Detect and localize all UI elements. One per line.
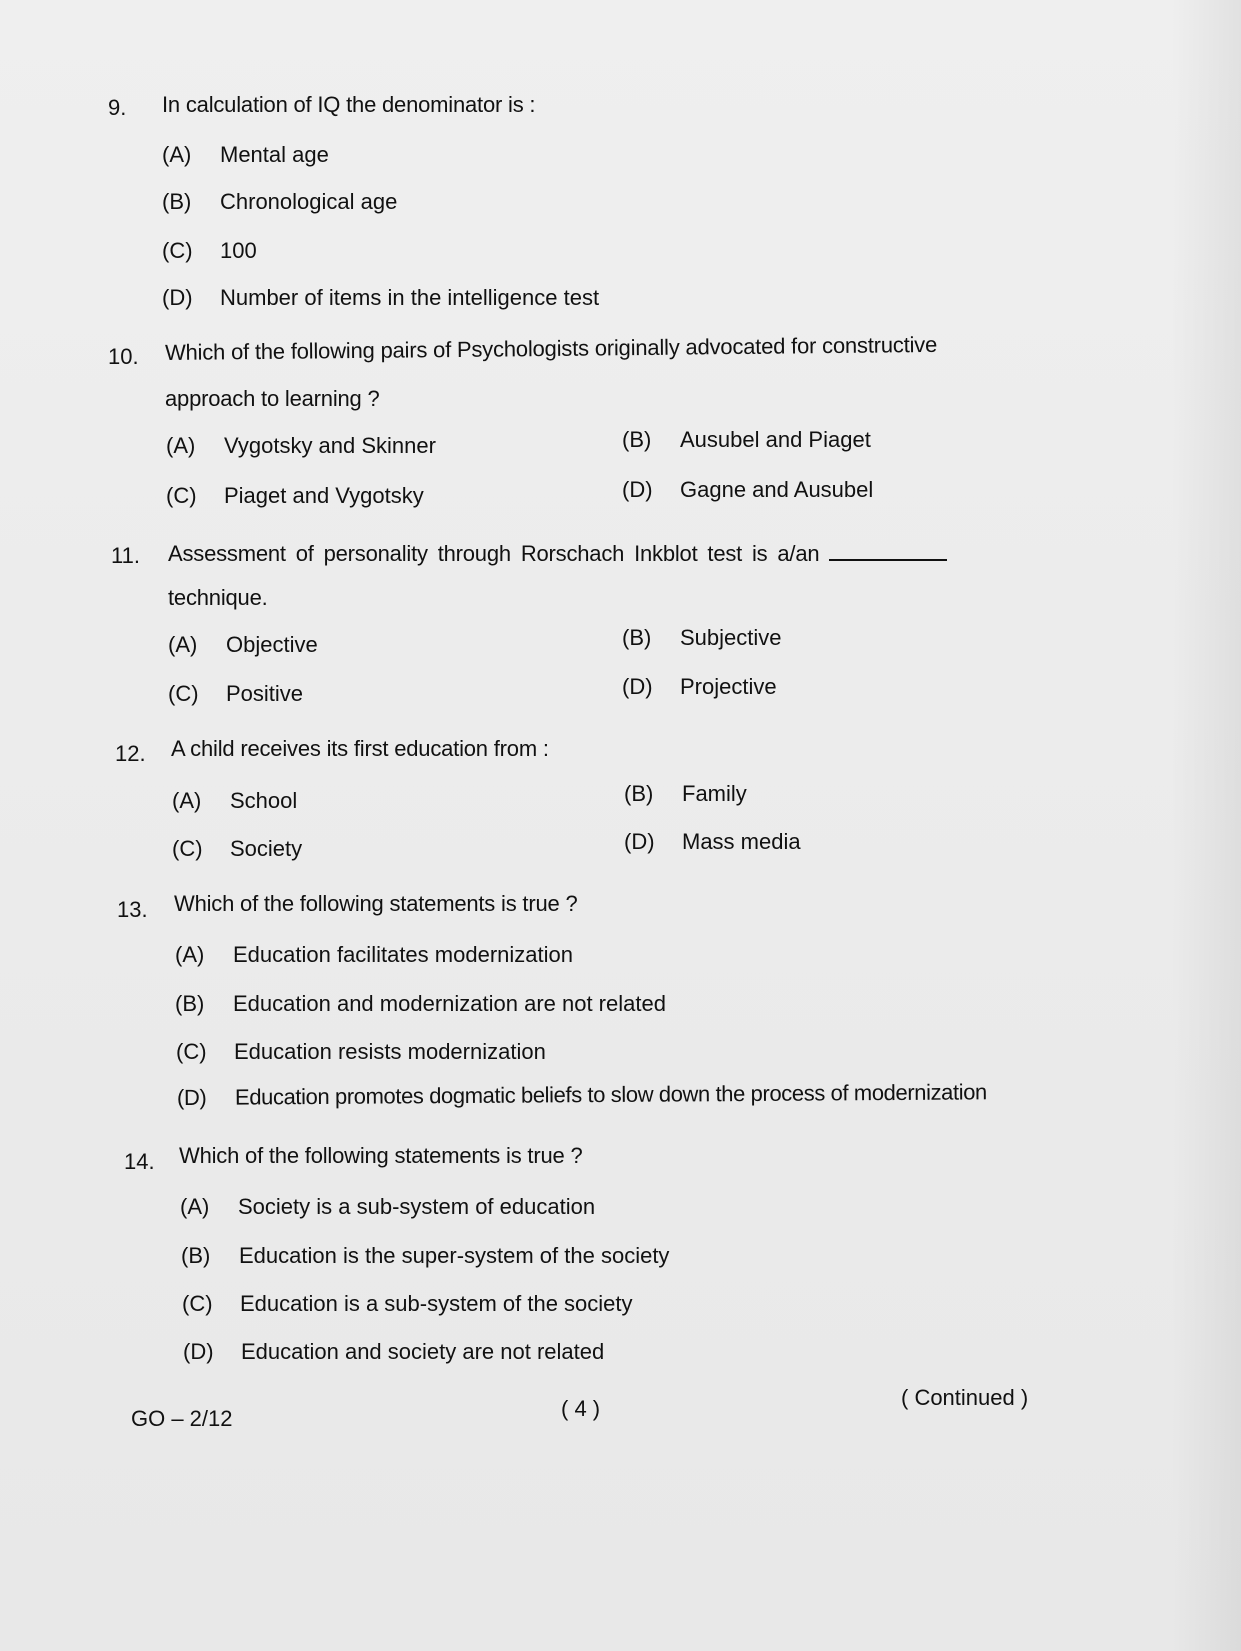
question-text: A child receives its first education from :: [171, 736, 549, 761]
option-b: (B) Chronological age: [162, 189, 398, 214]
option-c: (C) 100: [162, 238, 257, 263]
option-b: (B) Family: [624, 781, 747, 806]
fill-in-blank: [829, 537, 947, 561]
option-d: (D) Projective: [622, 674, 777, 699]
option-c: (C) Education resists modernization: [176, 1039, 546, 1064]
option-c: (C) Society: [172, 836, 303, 861]
option-c: (C) Piaget and Vygotsky: [166, 483, 424, 508]
option-a: (A) Mental age: [162, 142, 329, 167]
question-number: 13.: [117, 897, 148, 922]
option-d: (D) Education promotes dogmatic beliefs to slow down the process of modernization: [176, 1079, 987, 1110]
option-d: (D) Education and society are not related: [183, 1339, 605, 1364]
option-b: (B) Subjective: [622, 625, 782, 650]
option-b: (B) Ausubel and Piaget: [622, 427, 871, 452]
continued-label: ( Continued ): [901, 1385, 1029, 1410]
option-b: (B) Education and modernization are not related: [175, 991, 666, 1016]
option-d: (D) Gagne and Ausubel: [622, 477, 874, 502]
page-number: ( 4 ): [561, 1396, 601, 1421]
question-text-line-2: approach to learning ?: [165, 386, 380, 411]
question-text-line-2: technique.: [168, 585, 268, 610]
question-text: Which of the following statements is true ?: [179, 1143, 583, 1168]
option-c: (C) Education is a sub-system of the society: [182, 1291, 633, 1316]
question-number: 14.: [124, 1149, 155, 1174]
question-text: Which of the following statements is true ?: [174, 891, 578, 916]
question-text-line-1: Which of the following pairs of Psychologists originally advocated for constructive: [164, 331, 938, 365]
option-a: (A) Society is a sub-system of education: [180, 1194, 596, 1219]
option-a: (A) School: [172, 788, 298, 813]
option-a: (A) Vygotsky and Skinner: [166, 433, 436, 458]
option-a: (A) Objective: [168, 632, 318, 657]
question-text: In calculation of IQ the denominator is :: [162, 92, 536, 117]
option-d: (D) Mass media: [624, 829, 801, 854]
option-c: (C) Positive: [168, 681, 304, 706]
exam-code: GO – 2/12: [131, 1406, 233, 1431]
question-number: 9.: [108, 95, 127, 120]
option-d: (D) Number of items in the intelligence test: [162, 285, 600, 310]
option-a: (A) Education facilitates modernization: [175, 942, 573, 967]
question-number: 10.: [108, 344, 139, 369]
question-number: 12.: [115, 741, 146, 766]
option-b: (B) Education is the super-system of the society: [181, 1243, 670, 1268]
question-text-line-1: Assessment of personality through Rorschach Inkblot test is a/an: [168, 537, 947, 568]
question-number: 11.: [111, 543, 140, 568]
